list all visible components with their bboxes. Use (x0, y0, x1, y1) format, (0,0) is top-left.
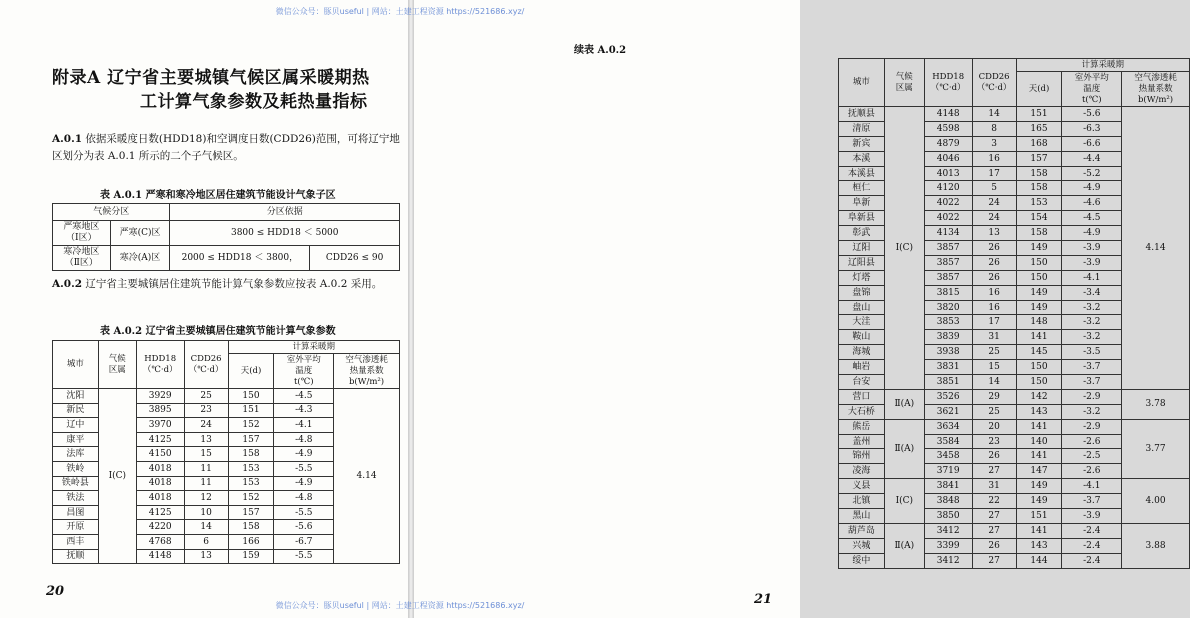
outdoor-temp-cell: -5.5 (274, 461, 334, 476)
city-cell: 西丰 (53, 534, 99, 549)
hdd18-cell: 3399 (924, 538, 972, 553)
city-cell: 本溪县 (839, 166, 885, 181)
cdd26-cell: 27 (972, 523, 1016, 538)
t3-header-city: 城市 (839, 59, 885, 107)
hdd18-cell: 3839 (924, 330, 972, 345)
hdd18-cell: 3929 (136, 389, 184, 404)
city-cell: 本溪 (839, 151, 885, 166)
cdd26-cell: 6 (184, 534, 228, 549)
t3-header-days: 天(d) (1016, 72, 1062, 107)
outdoor-temp-cell: -3.2 (1062, 404, 1122, 419)
cdd26-cell: 16 (972, 151, 1016, 166)
t1-subzone-cold: 寒冷(A)区 (110, 246, 170, 271)
hdd18-cell: 3526 (924, 389, 972, 404)
heating-days-cell: 158 (1016, 226, 1062, 241)
cdd26-cell: 15 (972, 360, 1016, 375)
hdd18-cell: 3851 (924, 375, 972, 390)
city-cell: 大石桥 (839, 404, 885, 419)
city-cell: 营口 (839, 389, 885, 404)
outdoor-temp-cell: -3.7 (1062, 494, 1122, 509)
outdoor-temp-cell: -2.9 (1062, 389, 1122, 404)
heating-days-cell: 143 (1016, 538, 1062, 553)
climate-zone-cell: Ⅰ(C) (884, 107, 924, 390)
cdd26-cell: 26 (972, 538, 1016, 553)
hdd18-cell: 3820 (924, 300, 972, 315)
table-row (839, 107, 1190, 122)
cdd26-cell: 20 (972, 419, 1016, 434)
heating-days-cell: 150 (1016, 255, 1062, 270)
cdd26-cell: 14 (184, 520, 228, 535)
hdd18-cell: 4598 (924, 121, 972, 136)
outdoor-temp-cell: -2.9 (1062, 419, 1122, 434)
city-cell: 盘山 (839, 300, 885, 315)
table-row (839, 419, 1190, 434)
hdd18-cell: 3857 (924, 255, 972, 270)
heating-days-cell: 150 (1016, 375, 1062, 390)
heating-days-cell: 159 (228, 549, 274, 564)
clause-a01-label: A.0.1 (52, 133, 83, 145)
watermark-bottom: 微信公众号：豚贝useful | 网站：土建工程资源 https://521686.xyz/ (275, 601, 525, 610)
city-cell: 盘锦 (839, 285, 885, 300)
cdd26-cell: 29 (972, 389, 1016, 404)
climate-zone-cell: Ⅱ(A) (884, 523, 924, 568)
hdd18-cell: 3634 (924, 419, 972, 434)
t3-header-coef: 空气渗透耗 热量系数 b(W/m²) (1122, 72, 1190, 107)
table-a02-caption: 表 A.0.2 辽宁省主要城镇居住建筑节能计算气象参数 (100, 326, 336, 337)
heating-days-cell: 141 (1016, 523, 1062, 538)
city-cell: 桓仁 (839, 181, 885, 196)
cdd26-cell: 31 (972, 479, 1016, 494)
hdd18-cell: 4768 (136, 534, 184, 549)
outdoor-temp-cell: -2.4 (1062, 538, 1122, 553)
cdd26-cell: 5 (972, 181, 1016, 196)
cdd26-cell: 26 (972, 241, 1016, 256)
city-cell: 熊岳 (839, 419, 885, 434)
table-a02-continued (838, 58, 1190, 569)
table-a02 (52, 340, 400, 564)
hdd18-cell: 3938 (924, 345, 972, 360)
city-cell: 开原 (53, 520, 99, 535)
heating-days-cell: 165 (1016, 121, 1062, 136)
hdd18-cell: 4134 (924, 226, 972, 241)
heating-days-cell: 154 (1016, 211, 1062, 226)
city-cell: 辽中 (53, 418, 99, 433)
outdoor-temp-cell: -3.2 (1062, 300, 1122, 315)
outdoor-temp-cell: -4.6 (1062, 196, 1122, 211)
heating-days-cell: 149 (1016, 285, 1062, 300)
outdoor-temp-cell: -3.9 (1062, 255, 1122, 270)
outdoor-temp-cell: -5.2 (1062, 166, 1122, 181)
cdd26-cell: 26 (972, 270, 1016, 285)
outdoor-temp-cell: -4.1 (274, 418, 334, 433)
city-cell: 阜新县 (839, 211, 885, 226)
outdoor-temp-cell: -6.6 (1062, 136, 1122, 151)
city-cell: 岫岩 (839, 360, 885, 375)
heating-days-cell: 152 (228, 418, 274, 433)
cdd26-cell: 10 (184, 505, 228, 520)
heating-days-cell: 150 (1016, 360, 1062, 375)
table-row (53, 389, 400, 404)
hdd18-cell: 4022 (924, 196, 972, 211)
heating-days-cell: 147 (1016, 464, 1062, 479)
heating-days-cell: 157 (228, 432, 274, 447)
t1-header-basis: 分区依据 (170, 204, 400, 221)
cdd26-cell: 14 (972, 375, 1016, 390)
cdd26-cell: 17 (972, 315, 1016, 330)
outdoor-temp-cell: -4.9 (274, 476, 334, 491)
hdd18-cell: 4018 (136, 461, 184, 476)
heating-days-cell: 145 (1016, 345, 1062, 360)
hdd18-cell: 3719 (924, 464, 972, 479)
hdd18-cell: 3412 (924, 523, 972, 538)
hdd18-cell: 4018 (136, 491, 184, 506)
cdd26-cell: 27 (972, 553, 1016, 568)
hdd18-cell: 4879 (924, 136, 972, 151)
continued-table-caption: 续表 A.0.2 (574, 45, 627, 56)
cdd26-cell: 13 (184, 432, 228, 447)
cdd26-cell: 24 (184, 418, 228, 433)
outdoor-temp-cell: -2.6 (1062, 464, 1122, 479)
city-cell: 台安 (839, 375, 885, 390)
city-cell: 葫芦岛 (839, 523, 885, 538)
outdoor-temp-cell: -4.8 (274, 491, 334, 506)
city-cell: 凌海 (839, 464, 885, 479)
t3-header-hdd: HDD18 （℃·d） (924, 59, 972, 107)
city-cell: 新民 (53, 403, 99, 418)
outdoor-temp-cell: -3.4 (1062, 285, 1122, 300)
city-cell: 彰武 (839, 226, 885, 241)
city-cell: 鞍山 (839, 330, 885, 345)
heating-days-cell: 141 (1016, 449, 1062, 464)
outdoor-temp-cell: -6.3 (1062, 121, 1122, 136)
paragraph-a02 (52, 276, 402, 293)
t2-header-days: 天(d) (228, 354, 274, 389)
cdd26-cell: 26 (972, 449, 1016, 464)
heating-days-cell: 151 (228, 403, 274, 418)
heating-days-cell: 152 (228, 491, 274, 506)
hdd18-cell: 4046 (924, 151, 972, 166)
outdoor-temp-cell: -2.4 (1062, 523, 1122, 538)
table-a01-caption: 表 A.0.1 严寒和寒冷地区居住建筑节能设计气象子区 (100, 190, 336, 201)
t2-body (53, 389, 400, 564)
t1-basis-cold-cdd: CDD26 ≤ 90 (310, 246, 400, 271)
heating-days-cell: 150 (228, 389, 274, 404)
outdoor-temp-cell: -3.7 (1062, 375, 1122, 390)
hdd18-cell: 4125 (136, 432, 184, 447)
hdd18-cell: 4022 (924, 211, 972, 226)
heating-days-cell: 142 (1016, 389, 1062, 404)
t2-header-temp: 室外平均 温度 t(℃) (274, 354, 334, 389)
hdd18-cell: 3815 (924, 285, 972, 300)
t2-header-coef: 空气渗透耗 热量系数 b(W/m²) (334, 354, 400, 389)
hdd18-cell: 3848 (924, 494, 972, 509)
hdd18-cell: 4148 (136, 549, 184, 564)
appendix-title-line2: 工计算气象参数及耗热量指标 (140, 92, 368, 112)
cdd26-cell: 14 (972, 107, 1016, 122)
t2-header-zone: 气候 区属 (98, 341, 136, 389)
hdd18-cell: 4150 (136, 447, 184, 462)
right-page (414, 0, 1177, 618)
cdd26-cell: 3 (972, 136, 1016, 151)
cdd26-cell: 24 (972, 196, 1016, 211)
heating-days-cell: 144 (1016, 553, 1062, 568)
cdd26-cell: 26 (972, 255, 1016, 270)
cdd26-cell: 23 (184, 403, 228, 418)
city-cell: 阜新 (839, 196, 885, 211)
heating-days-cell: 151 (1016, 107, 1062, 122)
outdoor-temp-cell: -4.1 (1062, 270, 1122, 285)
t1-subzone-severe: 严寒(C)区 (110, 221, 170, 246)
heating-days-cell: 158 (1016, 166, 1062, 181)
cdd26-cell: 23 (972, 434, 1016, 449)
hdd18-cell: 3853 (924, 315, 972, 330)
city-cell: 昌图 (53, 505, 99, 520)
cdd26-cell: 13 (972, 226, 1016, 241)
heating-days-cell: 153 (1016, 196, 1062, 211)
cdd26-cell: 24 (972, 211, 1016, 226)
city-cell: 绥中 (839, 553, 885, 568)
city-cell: 海城 (839, 345, 885, 360)
city-cell: 抚顺 (53, 549, 99, 564)
city-cell: 盖州 (839, 434, 885, 449)
hdd18-cell: 3895 (136, 403, 184, 418)
outdoor-temp-cell: -4.1 (1062, 479, 1122, 494)
heating-days-cell: 151 (1016, 509, 1062, 524)
t3-header-temp: 室外平均 温度 t(℃) (1062, 72, 1122, 107)
heating-days-cell: 141 (1016, 419, 1062, 434)
heating-days-cell: 149 (1016, 479, 1062, 494)
heating-days-cell: 149 (1016, 494, 1062, 509)
heating-days-cell: 149 (1016, 300, 1062, 315)
cdd26-cell: 15 (184, 447, 228, 462)
outdoor-temp-cell: -3.2 (1062, 315, 1122, 330)
heating-days-cell: 141 (1016, 330, 1062, 345)
outdoor-temp-cell: -3.9 (1062, 509, 1122, 524)
hdd18-cell: 3850 (924, 509, 972, 524)
heating-days-cell: 157 (1016, 151, 1062, 166)
hdd18-cell: 4148 (924, 107, 972, 122)
climate-zone-cell: Ⅱ(A) (884, 389, 924, 419)
appendix-title (52, 66, 370, 114)
outdoor-temp-cell: -5.5 (274, 505, 334, 520)
outdoor-temp-cell: -4.4 (1062, 151, 1122, 166)
hdd18-cell: 4220 (136, 520, 184, 535)
hdd18-cell: 3970 (136, 418, 184, 433)
cdd26-cell: 11 (184, 476, 228, 491)
hdd18-cell: 3458 (924, 449, 972, 464)
cdd26-cell: 22 (972, 494, 1016, 509)
heating-days-cell: 158 (1016, 181, 1062, 196)
outdoor-temp-cell: -4.9 (1062, 226, 1122, 241)
heating-days-cell: 140 (1016, 434, 1062, 449)
outdoor-temp-cell: -5.6 (1062, 107, 1122, 122)
city-cell: 义县 (839, 479, 885, 494)
clause-a01-text: 依据采暖度日数(HDD18)和空调度日数(CDD26)范围，可将辽宁地区划分为表 A.0.1 所示的二个子气候区。 (52, 133, 400, 162)
hdd18-cell: 3621 (924, 404, 972, 419)
t1-basis-cold: 2000 ≤ HDD18 ＜ 3800， (170, 246, 310, 271)
hdd18-cell: 3831 (924, 360, 972, 375)
page-number-left: 20 (46, 584, 65, 599)
outdoor-temp-cell: -2.4 (1062, 553, 1122, 568)
t2-header-calc-period: 计算采暖期 (228, 341, 399, 354)
infiltration-coef-cell: 4.00 (1122, 479, 1190, 524)
city-cell: 兴城 (839, 538, 885, 553)
hdd18-cell: 4125 (136, 505, 184, 520)
t3-header-zone: 气候 区属 (884, 59, 924, 107)
cdd26-cell: 25 (972, 345, 1016, 360)
city-cell: 铁法 (53, 491, 99, 506)
t1-zone-severe: 严寒地区 （Ⅰ区） (53, 221, 111, 246)
left-page (0, 0, 408, 618)
city-cell: 北镇 (839, 494, 885, 509)
city-cell: 大洼 (839, 315, 885, 330)
infiltration-coef-cell: 3.78 (1122, 389, 1190, 419)
heating-days-cell: 158 (228, 520, 274, 535)
outdoor-temp-cell: -4.8 (274, 432, 334, 447)
heating-days-cell: 153 (228, 461, 274, 476)
heating-days-cell: 153 (228, 476, 274, 491)
cdd26-cell: 13 (184, 549, 228, 564)
city-cell: 铁岭县 (53, 476, 99, 491)
appendix-title-line1: 附录A 辽宁省主要城镇气候区属采暖期热 (52, 68, 370, 88)
page-number-right: 21 (754, 592, 773, 607)
outdoor-temp-cell: -5.6 (274, 520, 334, 535)
hdd18-cell: 3841 (924, 479, 972, 494)
table-row (839, 479, 1190, 494)
outdoor-temp-cell: -6.7 (274, 534, 334, 549)
clause-a02-label: A.0.2 (52, 278, 83, 290)
t3-header-calc-period: 计算采暖期 (1016, 59, 1189, 72)
cdd26-cell: 17 (972, 166, 1016, 181)
city-cell: 辽阳 (839, 241, 885, 256)
cdd26-cell: 16 (972, 285, 1016, 300)
t2-header-city: 城市 (53, 341, 99, 389)
heating-days-cell: 168 (1016, 136, 1062, 151)
hdd18-cell: 4120 (924, 181, 972, 196)
outdoor-temp-cell: -3.2 (1062, 330, 1122, 345)
cdd26-cell: 12 (184, 491, 228, 506)
hdd18-cell: 4013 (924, 166, 972, 181)
outdoor-temp-cell: -4.5 (1062, 211, 1122, 226)
infiltration-coef-cell: 4.14 (1122, 107, 1190, 390)
t2-header-cdd: CDD26 （℃·d） (184, 341, 228, 389)
city-cell: 黑山 (839, 509, 885, 524)
outdoor-temp-cell: -2.6 (1062, 434, 1122, 449)
city-cell: 法库 (53, 447, 99, 462)
hdd18-cell: 3857 (924, 270, 972, 285)
t1-header-zone: 气候分区 (53, 204, 170, 221)
infiltration-coef-cell: 3.77 (1122, 419, 1190, 479)
cdd26-cell: 25 (184, 389, 228, 404)
outdoor-temp-cell: -3.9 (1062, 241, 1122, 256)
cdd26-cell: 27 (972, 509, 1016, 524)
table-row (839, 389, 1190, 404)
outdoor-temp-cell: -4.9 (1062, 181, 1122, 196)
table-a01 (52, 203, 400, 271)
cdd26-cell: 11 (184, 461, 228, 476)
heating-days-cell: 149 (1016, 241, 1062, 256)
t1-zone-cold: 寒冷地区 （Ⅱ区） (53, 246, 111, 271)
heating-days-cell: 143 (1016, 404, 1062, 419)
outdoor-temp-cell: -4.9 (274, 447, 334, 462)
heating-days-cell: 158 (228, 447, 274, 462)
cdd26-cell: 16 (972, 300, 1016, 315)
clause-a02-text: 辽宁省主要城镇居住建筑节能计算气象参数应按表 A.0.2 采用。 (82, 278, 383, 290)
hdd18-cell: 3857 (924, 241, 972, 256)
climate-zone-cell: Ⅰ(C) (884, 479, 924, 524)
outdoor-temp-cell: -4.5 (274, 389, 334, 404)
city-cell: 灯塔 (839, 270, 885, 285)
city-cell: 抚顺县 (839, 107, 885, 122)
t3-body (839, 107, 1190, 569)
heating-days-cell: 148 (1016, 315, 1062, 330)
cdd26-cell: 27 (972, 464, 1016, 479)
city-cell: 沈阳 (53, 389, 99, 404)
city-cell: 锦州 (839, 449, 885, 464)
outdoor-temp-cell: -3.5 (1062, 345, 1122, 360)
city-cell: 清原 (839, 121, 885, 136)
climate-zone-cell: Ⅱ(A) (884, 419, 924, 479)
infiltration-coef-cell: 4.14 (334, 389, 400, 564)
outdoor-temp-cell: -3.7 (1062, 360, 1122, 375)
heating-days-cell: 150 (1016, 270, 1062, 285)
city-cell: 铁岭 (53, 461, 99, 476)
t1-basis-severe: 3800 ≤ HDD18 ＜ 5000 (170, 221, 400, 246)
cdd26-cell: 25 (972, 404, 1016, 419)
climate-zone-cell: Ⅰ(C) (98, 389, 136, 564)
cdd26-cell: 8 (972, 121, 1016, 136)
outdoor-temp-cell: -5.5 (274, 549, 334, 564)
hdd18-cell: 4018 (136, 476, 184, 491)
paragraph-a01 (52, 131, 402, 165)
infiltration-coef-cell: 3.88 (1122, 523, 1190, 568)
hdd18-cell: 3584 (924, 434, 972, 449)
t2-header-hdd: HDD18 （℃·d） (136, 341, 184, 389)
heating-days-cell: 166 (228, 534, 274, 549)
outdoor-temp-cell: -2.5 (1062, 449, 1122, 464)
heating-days-cell: 157 (228, 505, 274, 520)
outdoor-temp-cell: -4.3 (274, 403, 334, 418)
city-cell: 辽阳县 (839, 255, 885, 270)
city-cell: 新宾 (839, 136, 885, 151)
table-row (839, 523, 1190, 538)
t3-header-cdd: CDD26 （℃·d） (972, 59, 1016, 107)
watermark-top: 微信公众号：豚贝useful | 网站：土建工程资源 https://521686.xyz/ (275, 7, 525, 16)
city-cell: 康平 (53, 432, 99, 447)
hdd18-cell: 3412 (924, 553, 972, 568)
cdd26-cell: 31 (972, 330, 1016, 345)
